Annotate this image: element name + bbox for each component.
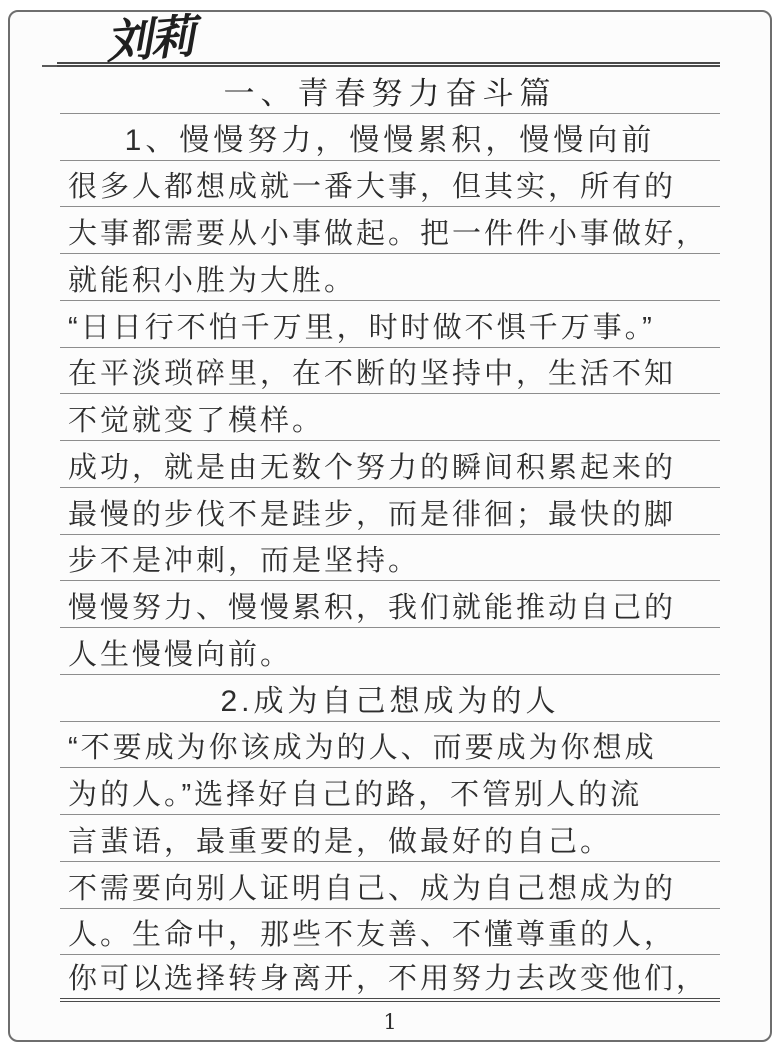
handwritten-line: 最慢的步伐不是跬步，而是徘徊；最快的脚 — [60, 488, 720, 535]
handwritten-line: “不要成为你该成为的人、而要成为你想成 — [60, 722, 720, 769]
signature: 刘莉 — [104, 8, 196, 70]
handwritten-line: 你可以选择转身离开，不用努力去改变他们， — [60, 955, 720, 1002]
page-number: 1 — [383, 1010, 397, 1034]
chapter-title: 一、青春努力奋斗篇 — [60, 67, 720, 114]
handwritten-line: 在平淡琐碎里，在不断的坚持中，生活不知 — [60, 348, 720, 395]
handwritten-line: 为的人。”选择好自己的路，不管别人的流 — [60, 768, 720, 815]
handwritten-line: 人。生命中，那些不友善、不懂尊重的人， — [60, 909, 720, 956]
handwritten-line: 大事都需要从小事做起。把一件件小事做好， — [60, 207, 720, 254]
handwritten-line: 成功，就是由无数个努力的瞬间积累起来的 — [60, 441, 720, 488]
handwritten-line: 就能积小胜为大胜。 — [60, 254, 720, 301]
handwritten-line: 慢慢努力、慢慢累积，我们就能推动自己的 — [60, 581, 720, 628]
section-heading-2: 2.成为自己想成为的人 — [60, 675, 720, 722]
ruled-writing-area — [60, 67, 720, 1002]
handwritten-line: 很多人都想成就一番大事，但其实，所有的 — [60, 161, 720, 208]
handwritten-line: 不需要向别人证明自己、成为自己想成为的 — [60, 862, 720, 909]
handwritten-line: 不觉就变了模样。 — [60, 394, 720, 441]
handwritten-line: “日日行不怕千万里，时时做不惧千万事。” — [60, 301, 720, 348]
handwritten-line: 言蜚语，最重要的是，做最好的自己。 — [60, 815, 720, 862]
handwritten-line: 步不是冲刺，而是坚持。 — [60, 535, 720, 582]
section-heading-1: 1、慢慢努力，慢慢累积，慢慢向前 — [60, 114, 720, 161]
handwritten-line: 人生慢慢向前。 — [60, 628, 720, 675]
page-frame — [8, 10, 772, 1042]
